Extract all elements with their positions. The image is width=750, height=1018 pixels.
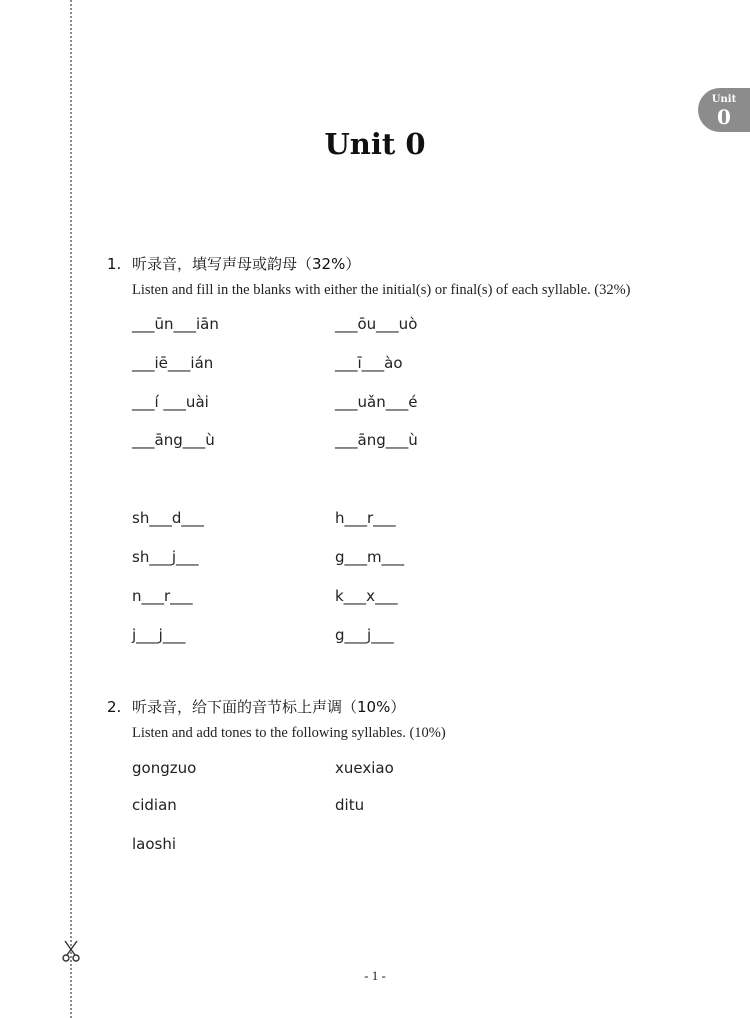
q2-syllable-2: xuexiao — [335, 759, 394, 777]
q1-left-item-8: j___j___ — [132, 626, 186, 644]
q1-right-item-5: h___r___ — [335, 509, 396, 527]
q1-left-item-6: sh___j___ — [132, 548, 199, 566]
question-2-heading — [107, 697, 405, 717]
question-2-title: 听录音，给下面的音节标上声调（10%） — [132, 698, 406, 716]
question-1-instruction: Listen and fill in the blanks with either the initial(s) or final(s) of each syllable. (32%) — [132, 282, 631, 298]
page-title: Unit 0 — [324, 127, 426, 161]
unit-tab-label: Unit — [711, 94, 737, 105]
q1-left-item-2: ___iē___ián — [132, 354, 214, 372]
q1-right-item-2: ___ī___ào — [335, 354, 403, 372]
q2-syllable-1: gongzuo — [132, 759, 197, 777]
q1-left-item-5: sh___d___ — [132, 509, 204, 527]
q1-right-item-6: g___m___ — [335, 548, 405, 566]
scissors-icon — [62, 940, 80, 962]
q1-right-item-4: ___āng___ù — [335, 431, 418, 449]
q1-right-item-7: k___x___ — [335, 587, 398, 605]
q2-syllable-4: ditu — [335, 796, 365, 814]
question-2-instruction: Listen and add tones to the following syllables. (10%) — [132, 725, 446, 741]
question-2-number: 2. — [107, 698, 122, 716]
question-1-number: 1. — [107, 255, 122, 273]
q2-syllable-5: laoshi — [132, 835, 177, 853]
unit-tab-number: 0 — [717, 105, 731, 129]
q2-syllable-3: cidian — [132, 796, 177, 814]
q1-right-item-8: g___j___ — [335, 626, 394, 644]
q1-left-item-3: ___í ___uài — [132, 393, 209, 411]
q1-left-item-4: ___āng___ù — [132, 431, 215, 449]
question-1-heading — [107, 254, 360, 274]
q1-left-item-7: n___r___ — [132, 587, 193, 605]
q1-right-item-3: ___uǎn___é — [335, 393, 418, 411]
page-number: - 1 - — [364, 968, 386, 983]
q1-left-item-1: ___ūn___iān — [132, 315, 219, 333]
q1-right-item-1: ___ōu___uò — [335, 315, 418, 333]
question-1-title: 听录音，填写声母或韵母（32%） — [132, 255, 361, 273]
